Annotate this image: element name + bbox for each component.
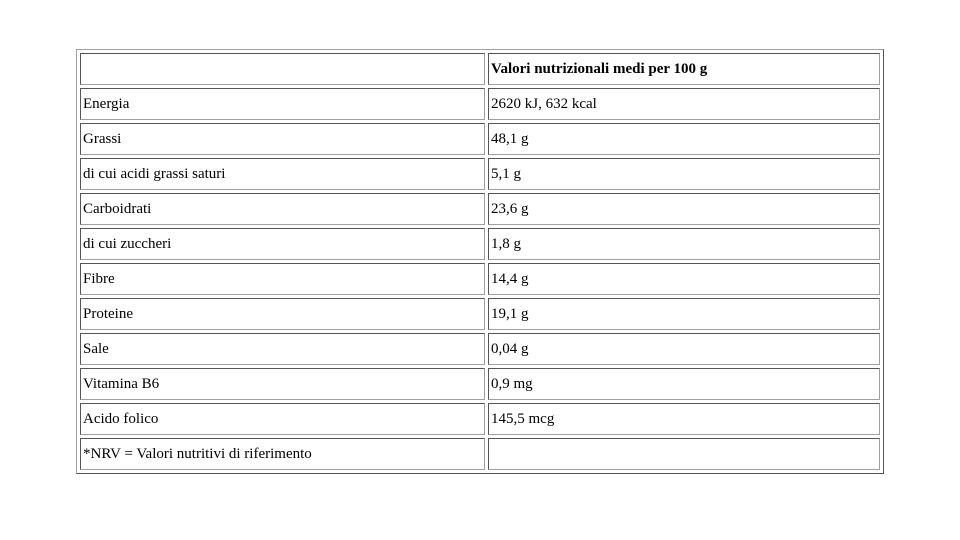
table-row bbox=[80, 228, 880, 260]
nutrient-value: 5,1 g bbox=[488, 158, 880, 190]
table-row bbox=[80, 263, 880, 295]
table-footnote-row bbox=[80, 438, 880, 470]
nutrient-label: Acido folico bbox=[80, 403, 485, 435]
nutrient-value: 2620 kJ, 632 kcal bbox=[488, 88, 880, 120]
table-row bbox=[80, 403, 880, 435]
footnote-cell: *NRV = Valori nutritivi di riferimento bbox=[80, 438, 485, 470]
nutrient-label: Proteine bbox=[80, 298, 485, 330]
nutrient-value: 48,1 g bbox=[488, 123, 880, 155]
nutrition-table bbox=[76, 49, 884, 474]
header-cell-empty bbox=[80, 53, 485, 85]
nutrient-label: Fibre bbox=[80, 263, 485, 295]
table-row bbox=[80, 158, 880, 190]
nutrient-label: di cui acidi grassi saturi bbox=[80, 158, 485, 190]
nutrient-value: 0,04 g bbox=[488, 333, 880, 365]
nutrient-value: 0,9 mg bbox=[488, 368, 880, 400]
table-row bbox=[80, 298, 880, 330]
table-row bbox=[80, 333, 880, 365]
table-row bbox=[80, 368, 880, 400]
nutrient-label: Energia bbox=[80, 88, 485, 120]
nutrient-value: 23,6 g bbox=[488, 193, 880, 225]
nutrient-label: Vitamina B6 bbox=[80, 368, 485, 400]
nutrient-value: 14,4 g bbox=[488, 263, 880, 295]
header-cell-values: Valori nutrizionali medi per 100 g bbox=[488, 53, 880, 85]
nutrient-value: 145,5 mcg bbox=[488, 403, 880, 435]
table-row bbox=[80, 88, 880, 120]
table-row bbox=[80, 123, 880, 155]
nutrient-label: Carboidrati bbox=[80, 193, 485, 225]
nutrition-table-container bbox=[76, 49, 884, 474]
nutrient-label: Grassi bbox=[80, 123, 485, 155]
footnote-empty-cell bbox=[488, 438, 880, 470]
nutrient-label: Sale bbox=[80, 333, 485, 365]
table-row bbox=[80, 193, 880, 225]
nutrient-value: 19,1 g bbox=[488, 298, 880, 330]
nutrient-label: di cui zuccheri bbox=[80, 228, 485, 260]
table-header-row bbox=[80, 53, 880, 85]
nutrient-value: 1,8 g bbox=[488, 228, 880, 260]
